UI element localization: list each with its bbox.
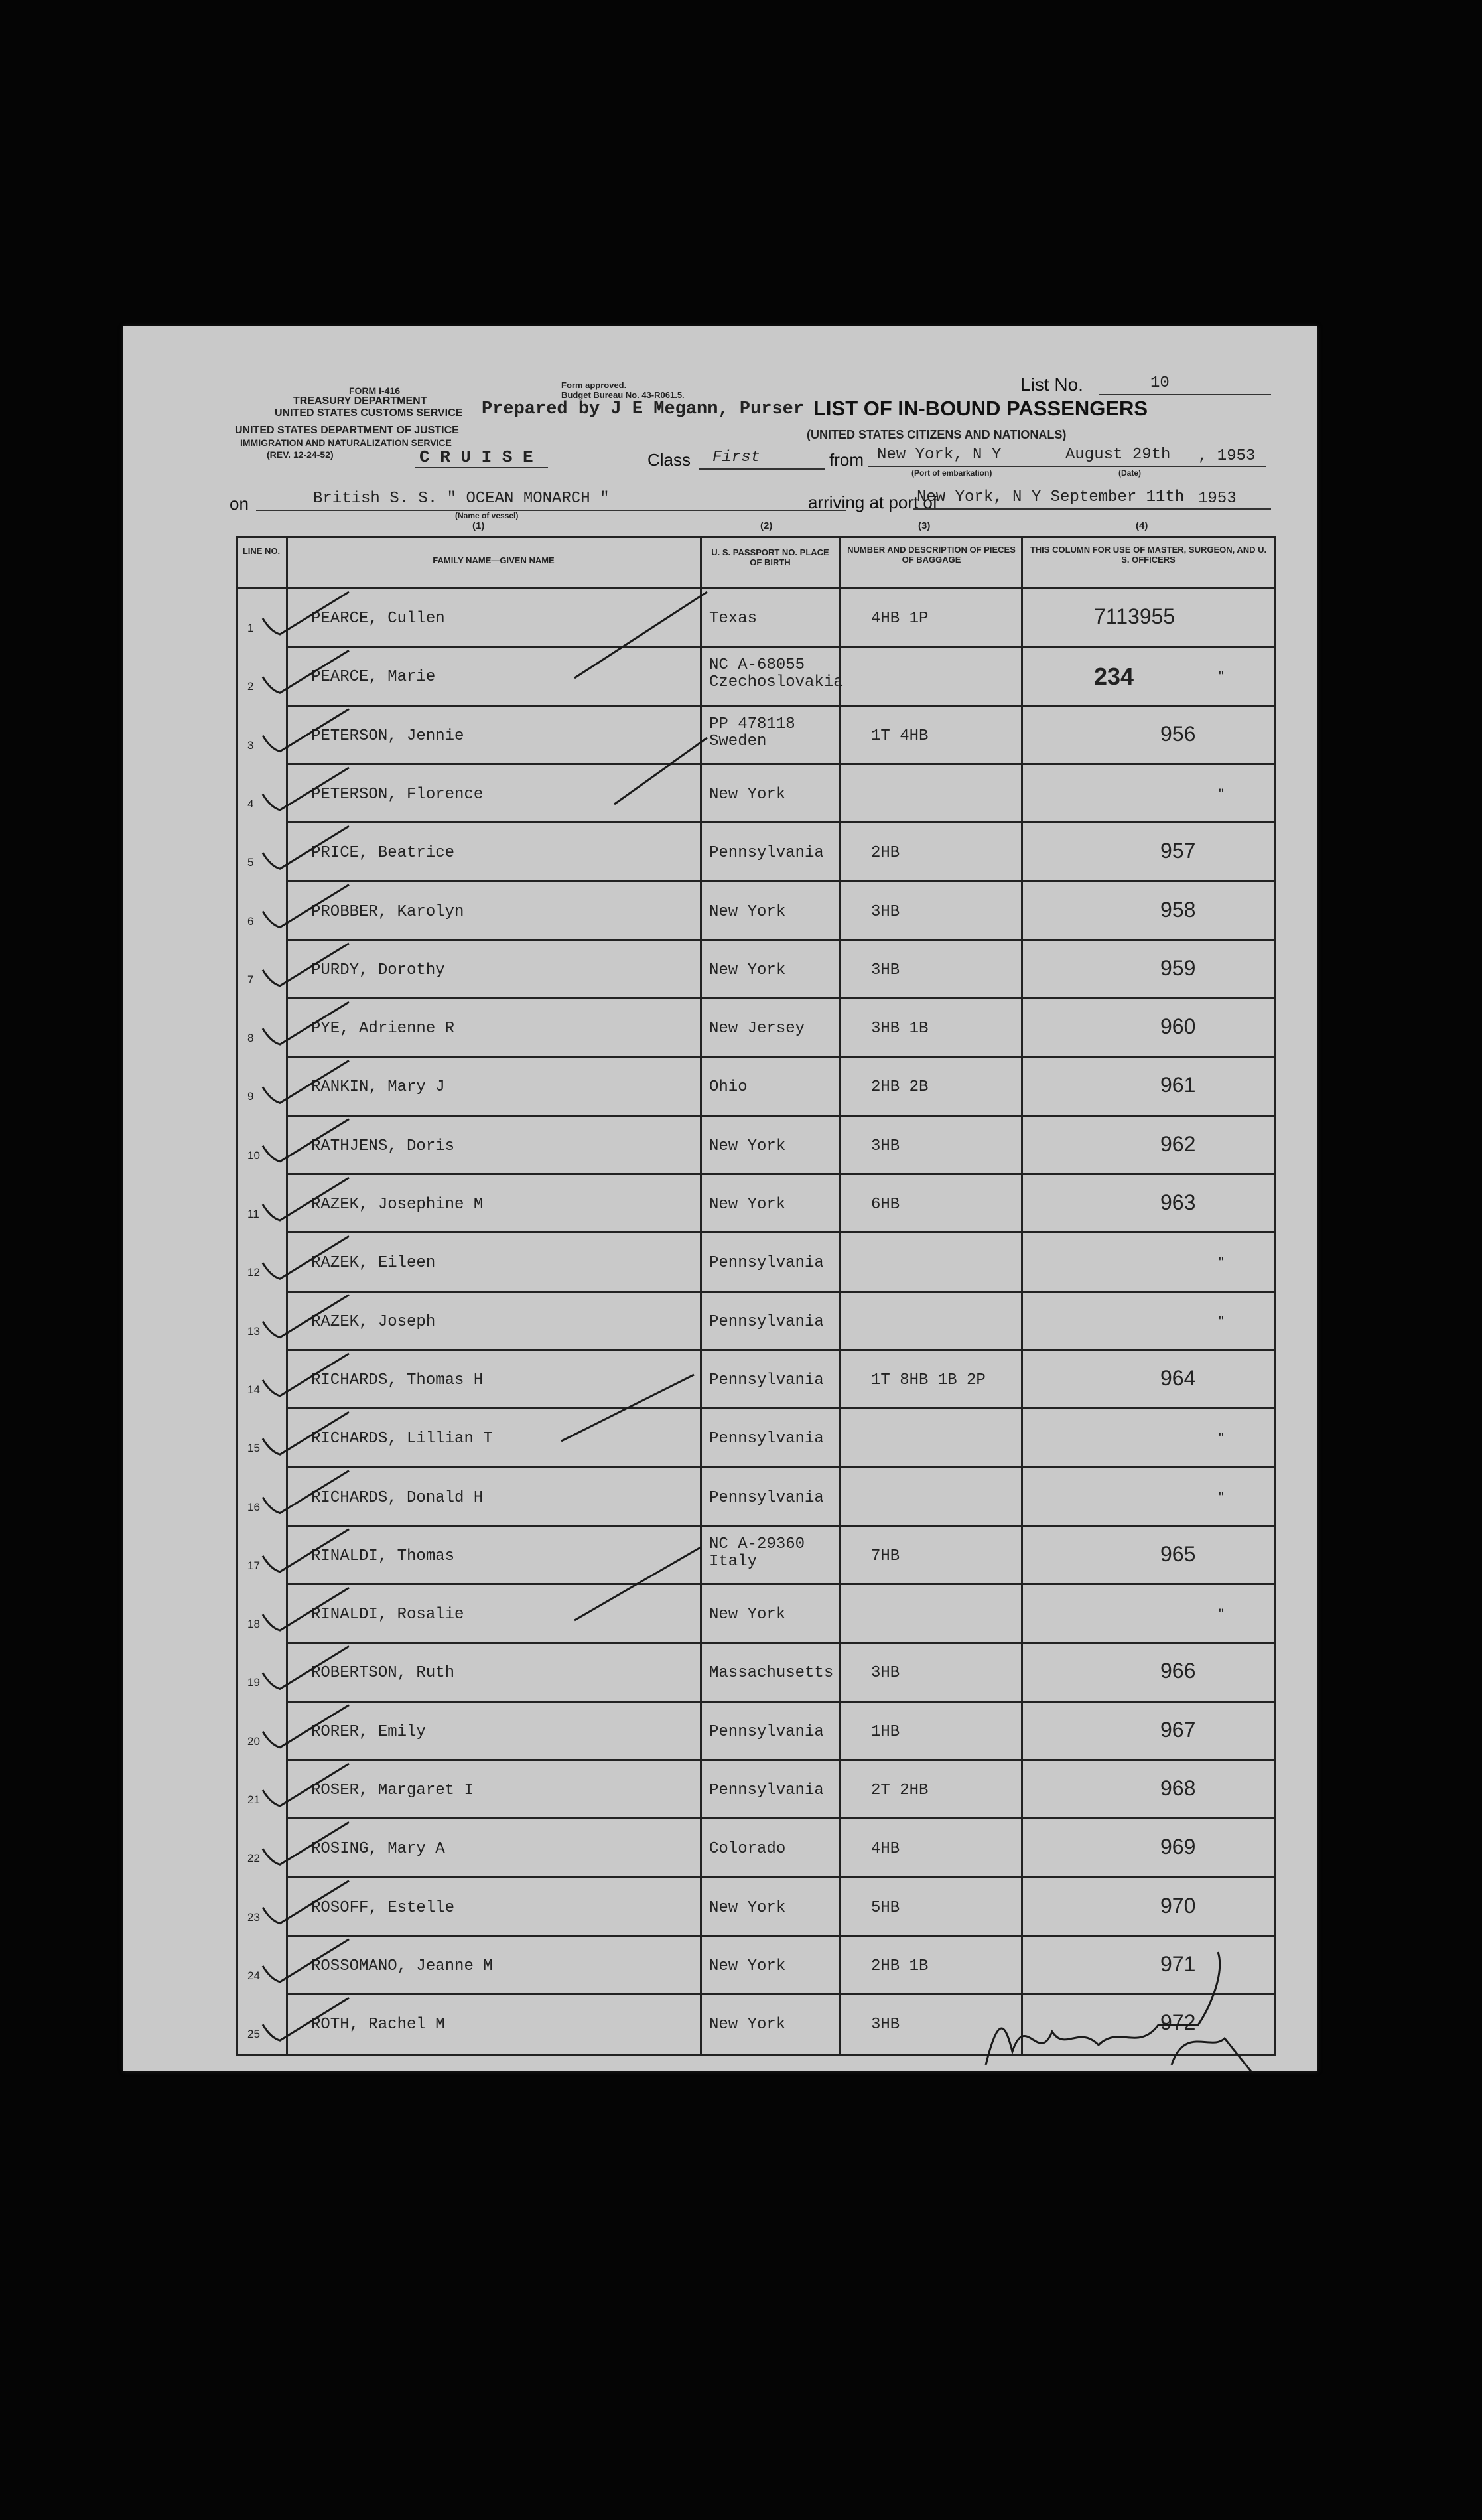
check-mark bbox=[263, 885, 349, 928]
officer-number: 971 bbox=[1160, 1951, 1196, 1976]
passenger-name: ROSOFF, Estelle bbox=[311, 1898, 455, 1917]
baggage: 3HB bbox=[871, 902, 900, 921]
officer-number: 961 bbox=[1160, 1073, 1196, 1097]
place-of-birth: Pennsylvania bbox=[709, 844, 824, 863]
slash-mark bbox=[614, 738, 707, 804]
baggage: 2HB 1B bbox=[871, 1957, 929, 1975]
place-of-birth: Pennsylvania bbox=[709, 1430, 824, 1448]
list-title: LIST OF IN-BOUND PASSENGERS bbox=[813, 397, 1148, 420]
col-mark-4: (4) bbox=[1136, 520, 1148, 531]
slash-mark bbox=[574, 1547, 701, 1620]
line-number: 20 bbox=[247, 1734, 260, 1748]
check-mark bbox=[263, 1529, 349, 1572]
passenger-name: PEARCE, Cullen bbox=[311, 610, 445, 628]
line-number: 1 bbox=[247, 622, 254, 634]
baggage: 1HB bbox=[871, 1722, 900, 1741]
passport-no: NC A-29360 bbox=[709, 1535, 805, 1553]
ditto-mark: " bbox=[1219, 785, 1224, 802]
officer-number: 967 bbox=[1160, 1717, 1196, 1742]
immigration-service: IMMIGRATION AND NATURALIZATION SERVICE bbox=[240, 437, 452, 448]
baggage: 1T 8HB 1B 2P bbox=[871, 1371, 986, 1389]
line-number: 18 bbox=[247, 1618, 260, 1631]
list-no-label: List No. bbox=[1020, 374, 1083, 395]
place-of-birth: New York bbox=[709, 1898, 786, 1917]
slash-mark bbox=[561, 1375, 694, 1441]
check-mark bbox=[263, 1939, 349, 1982]
line-number: 21 bbox=[247, 1793, 260, 1806]
officer-number: 7113955 bbox=[1094, 604, 1176, 628]
check-mark bbox=[263, 650, 349, 693]
check-mark bbox=[263, 709, 349, 752]
check-mark bbox=[263, 1412, 349, 1454]
officer-signature bbox=[986, 1952, 1251, 2071]
place-of-birth: New York bbox=[709, 1606, 786, 1624]
baggage: 6HB bbox=[871, 1196, 900, 1214]
place-of-birth: New York bbox=[709, 1196, 786, 1214]
check-mark bbox=[263, 944, 349, 986]
line-number: 25 bbox=[247, 2028, 260, 2041]
line-number: 8 bbox=[247, 1032, 254, 1045]
baggage: 3HB bbox=[871, 1137, 900, 1155]
officer-number: 968 bbox=[1160, 1776, 1196, 1800]
col-mark-3: (3) bbox=[918, 520, 931, 531]
baggage: 7HB bbox=[871, 1547, 900, 1565]
officer-number: 972 bbox=[1160, 2010, 1196, 2035]
check-mark bbox=[263, 826, 349, 869]
check-mark bbox=[263, 1998, 349, 2040]
vessel-caption: (Name of vessel) bbox=[455, 511, 519, 520]
justice-dept: UNITED STATES DEPARTMENT OF JUSTICE bbox=[235, 425, 459, 436]
line-number: 17 bbox=[247, 1559, 260, 1572]
baggage: 1T 4HB bbox=[871, 727, 929, 745]
line-number: 22 bbox=[247, 1852, 260, 1865]
passenger-name: RINALDI, Thomas bbox=[311, 1547, 455, 1565]
check-mark bbox=[263, 1178, 349, 1220]
passenger-name: RATHJENS, Doris bbox=[311, 1137, 455, 1155]
officer-number: 970 bbox=[1160, 1893, 1196, 1918]
approval-note: Form approved. bbox=[561, 380, 627, 390]
departure-year: , 1953 bbox=[1198, 447, 1256, 465]
place-of-birth: Italy bbox=[709, 1552, 758, 1571]
passenger-name: RAZEK, Joseph bbox=[311, 1312, 436, 1331]
arriving-label: arriving at port of bbox=[808, 492, 938, 512]
handwritten-marks bbox=[123, 326, 1317, 2071]
line-number: 13 bbox=[247, 1324, 260, 1338]
officer-number: 966 bbox=[1160, 1659, 1196, 1683]
port-embark-caption: (Port of embarkation) bbox=[911, 468, 992, 478]
date-caption: (Date) bbox=[1118, 468, 1142, 478]
line-number: 6 bbox=[247, 914, 254, 928]
place-of-birth: Colorado bbox=[709, 1840, 786, 1858]
baggage: 3HB bbox=[871, 2016, 900, 2034]
baggage: 4HB 1P bbox=[871, 610, 929, 628]
arrival-port-date: New York, N Y September 11th bbox=[917, 488, 1185, 506]
place-of-birth: Pennsylvania bbox=[709, 1782, 824, 1799]
passenger-name: ROSSOMANO, Jeanne M bbox=[311, 1957, 493, 1975]
check-mark bbox=[263, 1119, 349, 1162]
line-number: 12 bbox=[247, 1266, 260, 1279]
place-of-birth: New York bbox=[709, 1137, 786, 1155]
check-mark bbox=[263, 1764, 349, 1806]
place-of-birth: New York bbox=[709, 785, 786, 804]
class-value: First bbox=[712, 449, 761, 466]
line-number: 7 bbox=[247, 973, 254, 986]
baggage: 4HB bbox=[871, 1840, 900, 1858]
officer-number: 958 bbox=[1160, 897, 1196, 922]
officer-number: 960 bbox=[1160, 1015, 1196, 1039]
line-number: 24 bbox=[247, 1969, 260, 1982]
slash-mark bbox=[574, 592, 707, 678]
baggage: 3HB bbox=[871, 961, 900, 979]
officer-number: 964 bbox=[1160, 1365, 1196, 1390]
line-number: 23 bbox=[247, 1910, 260, 1924]
line-number: 5 bbox=[247, 856, 254, 869]
line-number: 14 bbox=[247, 1383, 260, 1396]
ditto-mark: " bbox=[1219, 1606, 1224, 1623]
passenger-name: RAZEK, Eileen bbox=[311, 1254, 436, 1273]
from-label: from bbox=[829, 450, 864, 470]
departure-date: August 29th bbox=[1065, 446, 1171, 464]
passenger-name: RICHARDS, Lillian T bbox=[311, 1430, 493, 1448]
place-of-birth: New Jersey bbox=[709, 1020, 805, 1038]
passenger-name: RANKIN, Mary J bbox=[311, 1078, 445, 1097]
officer-number: 969 bbox=[1160, 1835, 1196, 1859]
check-mark bbox=[263, 1588, 349, 1630]
place-of-birth: New York bbox=[709, 2016, 786, 2034]
ditto-mark: " bbox=[1219, 1430, 1224, 1447]
place-of-birth: Pennsylvania bbox=[709, 1312, 824, 1331]
passenger-name: RORER, Emily bbox=[311, 1722, 426, 1741]
place-of-birth: New York bbox=[709, 902, 786, 921]
officer-number: 957 bbox=[1160, 839, 1196, 863]
col-header-line: LINE NO. bbox=[242, 546, 281, 556]
passenger-name: RAZEK, Josephine M bbox=[311, 1196, 484, 1214]
ditto-mark: " bbox=[1219, 1488, 1224, 1505]
place-of-birth: Pennsylvania bbox=[709, 1254, 824, 1273]
line-number: 15 bbox=[247, 1442, 260, 1455]
budget-bureau: Budget Bureau No. 43-R061.5. bbox=[561, 390, 685, 400]
port-embarkation: New York, N Y bbox=[877, 446, 1002, 464]
line-number: 10 bbox=[247, 1149, 260, 1162]
place-of-birth: Massachusetts bbox=[709, 1664, 834, 1683]
customs-service: UNITED STATES CUSTOMS SERVICE bbox=[275, 407, 463, 419]
place-of-birth: Ohio bbox=[709, 1078, 748, 1097]
place-of-birth: New York bbox=[709, 961, 786, 979]
check-mark bbox=[263, 1354, 349, 1396]
place-of-birth: Sweden bbox=[709, 732, 767, 750]
passenger-name: RICHARDS, Thomas H bbox=[311, 1371, 484, 1389]
place-of-birth: New York bbox=[709, 1957, 786, 1975]
on-label: on bbox=[230, 494, 249, 514]
check-mark bbox=[263, 1705, 349, 1748]
passenger-name: PROBBER, Karolyn bbox=[311, 902, 464, 921]
officer-number: 962 bbox=[1160, 1131, 1196, 1156]
line-number: 3 bbox=[247, 738, 254, 752]
check-mark bbox=[263, 1881, 349, 1924]
check-mark bbox=[263, 1002, 349, 1044]
baggage: 3HB 1B bbox=[871, 1020, 929, 1038]
revision-date: (REV. 12-24-52) bbox=[267, 449, 334, 460]
passenger-name: PETERSON, Florence bbox=[311, 785, 484, 804]
passenger-name: PETERSON, Jennie bbox=[311, 727, 464, 745]
place-of-birth: Texas bbox=[709, 610, 758, 628]
officer-number: 963 bbox=[1160, 1190, 1196, 1214]
cruise-label: C R U I S E bbox=[419, 447, 533, 467]
vessel-name: British S. S. " OCEAN MONARCH " bbox=[313, 490, 610, 508]
check-mark bbox=[263, 1060, 349, 1103]
passenger-name: PRICE, Beatrice bbox=[311, 844, 455, 863]
list-subtitle: (UNITED STATES CITIZENS AND NATIONALS) bbox=[807, 428, 1067, 441]
place-of-birth: Pennsylvania bbox=[709, 1722, 824, 1741]
col-header-name: FAMILY NAME—GIVEN NAME bbox=[433, 555, 555, 565]
check-mark bbox=[263, 1646, 349, 1689]
passenger-name: PEARCE, Marie bbox=[311, 668, 436, 687]
place-of-birth: Pennsylvania bbox=[709, 1488, 824, 1507]
check-mark bbox=[263, 1295, 349, 1338]
line-number: 11 bbox=[247, 1208, 259, 1220]
officer-number: 956 bbox=[1160, 721, 1196, 746]
ditto-mark: " bbox=[1219, 1254, 1224, 1271]
baggage: 2T 2HB bbox=[871, 1782, 929, 1799]
place-of-birth: Czechoslovakia bbox=[709, 673, 843, 692]
passenger-name: PURDY, Dorothy bbox=[311, 961, 445, 979]
form-number: FORM I-416 bbox=[349, 385, 401, 396]
baggage: 2HB bbox=[871, 844, 900, 863]
line-number: 9 bbox=[247, 1090, 254, 1103]
passenger-name: RINALDI, Rosalie bbox=[311, 1606, 464, 1624]
place-of-birth: Pennsylvania bbox=[709, 1371, 824, 1389]
ditto-mark: " bbox=[1219, 668, 1224, 685]
passenger-name: ROSING, Mary A bbox=[311, 1840, 445, 1858]
ditto-mark: " bbox=[1219, 1312, 1224, 1330]
col-mark-2: (2) bbox=[760, 520, 773, 531]
arrival-year: 1953 bbox=[1198, 490, 1237, 508]
line-number: 4 bbox=[247, 797, 254, 810]
check-mark bbox=[263, 1471, 349, 1513]
passenger-name: ROTH, Rachel M bbox=[311, 2016, 445, 2034]
col-header-baggage: NUMBER AND DESCRIPTION OF PIECES OF BAGGAGE bbox=[847, 545, 1016, 565]
line-number: 19 bbox=[247, 1676, 260, 1689]
treasury-dept: TREASURY DEPARTMENT bbox=[293, 395, 427, 407]
class-label: Class bbox=[647, 450, 691, 470]
check-mark bbox=[263, 1822, 349, 1864]
officer-number: 965 bbox=[1160, 1541, 1196, 1566]
col-header-officers: THIS COLUMN FOR USE OF MASTER, SURGEON, AND U. S. OFFICERS bbox=[1030, 545, 1267, 565]
check-mark bbox=[263, 1236, 349, 1279]
baggage: 2HB 2B bbox=[871, 1078, 929, 1097]
officer-number: 234 bbox=[1094, 663, 1134, 691]
line-number: 2 bbox=[247, 680, 254, 693]
passenger-name: ROBERTSON, Ruth bbox=[311, 1664, 455, 1683]
check-mark bbox=[263, 768, 349, 810]
baggage: 5HB bbox=[871, 1898, 900, 1917]
baggage: 3HB bbox=[871, 1664, 900, 1683]
col-header-birth: U. S. PASSPORT NO. PLACE OF BIRTH bbox=[711, 547, 829, 567]
passport-no: PP 478118 bbox=[709, 715, 795, 733]
line-number: 16 bbox=[247, 1500, 260, 1513]
manifest-sheet bbox=[123, 326, 1317, 2071]
passenger-name: ROSER, Margaret I bbox=[311, 1782, 474, 1799]
col-mark-1: (1) bbox=[472, 520, 485, 531]
prepared-by: Prepared by J E Megann, Purser bbox=[482, 399, 805, 419]
list-no-value: 10 bbox=[1150, 374, 1170, 392]
check-mark bbox=[263, 592, 349, 634]
passenger-name: PYE, Adrienne R bbox=[311, 1020, 455, 1038]
officer-number: 959 bbox=[1160, 955, 1196, 980]
passport-no: NC A-68055 bbox=[709, 656, 805, 675]
passenger-name: RICHARDS, Donald H bbox=[311, 1488, 484, 1507]
